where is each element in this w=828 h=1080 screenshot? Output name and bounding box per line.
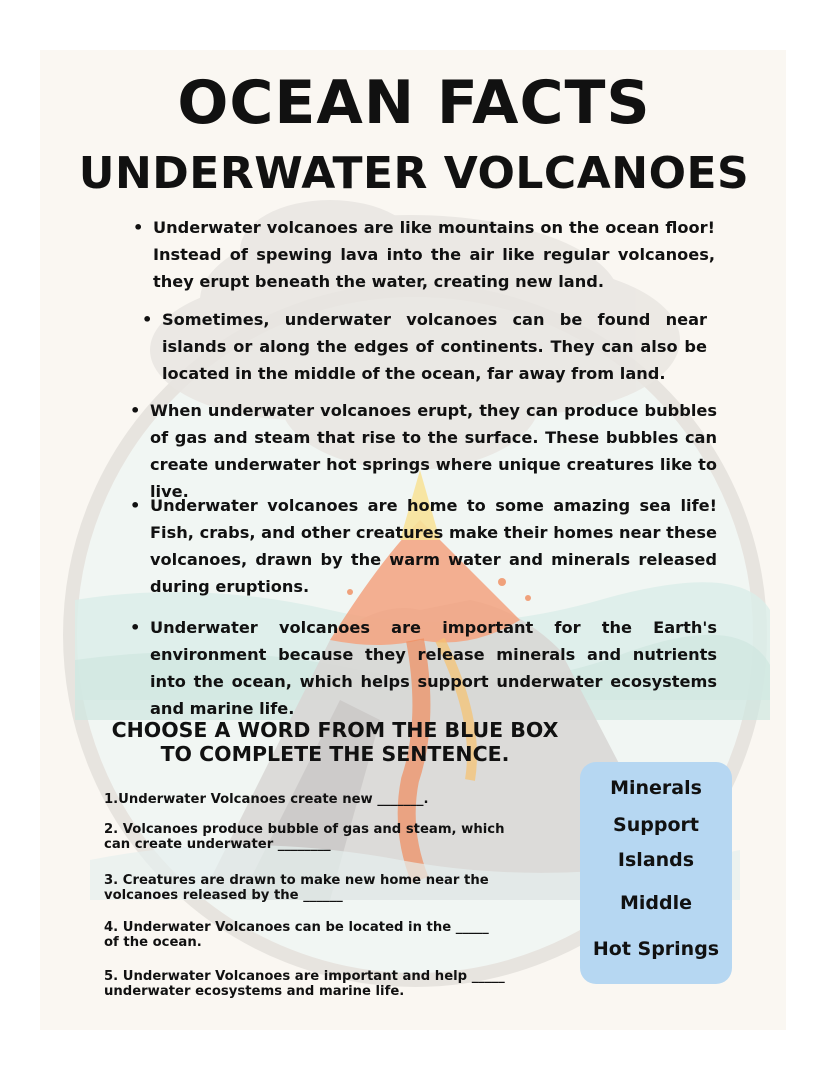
fact-text: Sometimes, underwater volcanoes can be found near islands or along the edges of continents. They can also be located in the middle of the ocean, far away from land.: [162, 310, 707, 383]
page-subtitle: UNDERWATER VOLCANOES: [78, 148, 750, 199]
word-bank-item: Hot Springs: [592, 938, 720, 960]
fact-item: [130, 492, 717, 600]
question-item: 3. Creatures are drawn to make new home near the volcanoes released by the ______: [104, 873, 489, 903]
question-item: 5. Underwater Volcanoes are important and help _____ underwater ecosystems and marine life.: [104, 969, 505, 999]
word-bank-item: Middle: [619, 892, 693, 914]
fact-text: Underwater volcanoes are important for the Earth's environment because they release minerals and nutrients into the ocean, which helps support underwater ecosystems and marine life.: [150, 618, 717, 718]
question-item: 2. Volcanoes produce bubble of gas and steam, which can create underwater ________: [104, 822, 505, 852]
bullet-icon: •: [130, 496, 141, 515]
bullet-icon: •: [130, 401, 141, 420]
fact-text: Underwater volcanoes are home to some amazing sea life! Fish, crabs, and other creatures make their homes near these volcanoes, drawn by the warm water and minerals released during eruptions.: [150, 496, 717, 596]
fact-item: [130, 397, 717, 505]
question-item: 4. Underwater Volcanoes can be located in the _____ of the ocean.: [104, 920, 489, 950]
fact-item: [130, 614, 717, 722]
bullet-icon: •: [130, 618, 141, 637]
word-bank-item: Islands: [617, 849, 695, 871]
fact-text: Underwater volcanoes are like mountains on the ocean floor! Instead of spewing lava into the air like regular volcanoes, they erupt beneath the water, creating new land.: [153, 218, 715, 291]
question-item: 1.Underwater Volcanoes create new _______.: [104, 792, 429, 807]
page-title: OCEAN FACTS: [177, 68, 651, 138]
fact-item: [133, 214, 715, 295]
fact-item: [142, 306, 707, 387]
exercise-instruction: CHOOSE A WORD FROM THE BLUE BOX TO COMPLETE THE SENTENCE.: [111, 718, 559, 766]
word-bank-box: [580, 762, 732, 984]
bullet-icon: •: [142, 310, 153, 329]
bullet-icon: •: [133, 218, 144, 237]
fact-text: When underwater volcanoes erupt, they can produce bubbles of gas and steam that rise to the surface. These bubbles can create underwater hot springs where unique creatures like to live.: [150, 401, 717, 501]
word-bank-item: Support: [613, 814, 699, 836]
word-bank-item: Minerals: [610, 777, 702, 799]
